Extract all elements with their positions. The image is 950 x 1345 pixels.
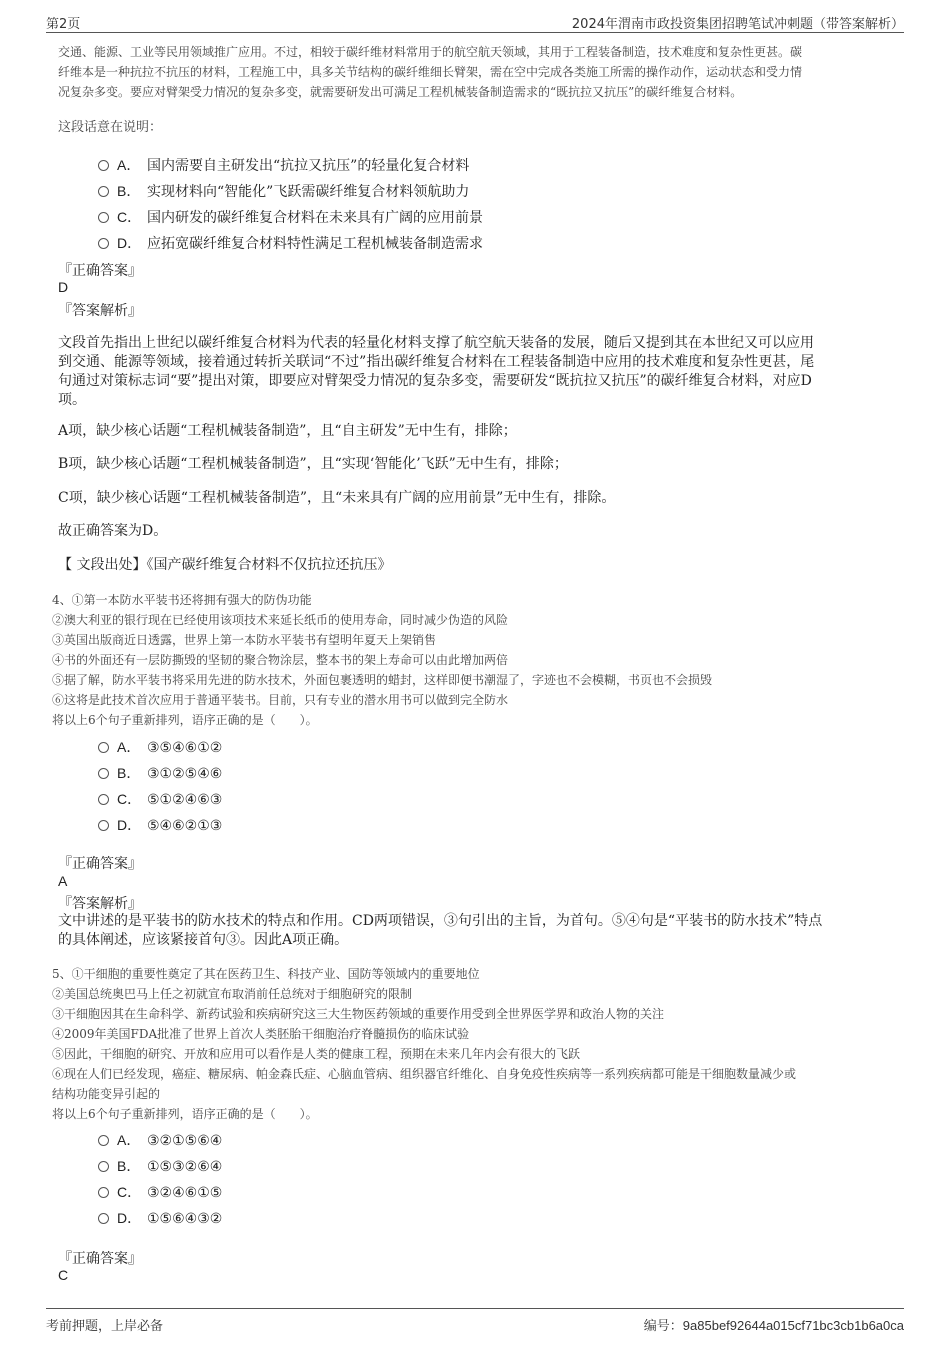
option-letter: B． bbox=[117, 1158, 141, 1174]
option-c[interactable] bbox=[98, 789, 222, 809]
option-letter: D． bbox=[117, 817, 142, 833]
radio-icon[interactable] bbox=[98, 1187, 109, 1198]
radio-icon[interactable] bbox=[98, 186, 109, 197]
radio-icon[interactable] bbox=[98, 1213, 109, 1224]
option-b[interactable] bbox=[98, 1156, 222, 1176]
code-value: 9a85bef92644a015cf71bc3cb1b6a0ca bbox=[682, 1318, 904, 1333]
option-letter: B． bbox=[117, 183, 141, 199]
question-line: ②美国总统奥巴马上任之初就宣布取消前任总统对于细胞研究的限制 bbox=[52, 987, 413, 1001]
question-line: ⑥现在人们已经发现，癌症、糖尿病、帕金森氏症、心脑血管病、组织器官纤维化、自身免疫性疾病等一系列疾病都可能是干细胞数量减少或 bbox=[52, 1067, 797, 1081]
passage-line: 况复杂多变。要应对臂架受力情况的复杂多变，就需要研发出可满足工程机械装备制造需求的“既抗拉又抗压”的碳纤维复合材料。 bbox=[58, 85, 743, 99]
option-letter: B． bbox=[117, 765, 141, 781]
option-a[interactable] bbox=[98, 1130, 222, 1150]
correct-answer: C bbox=[58, 1267, 69, 1283]
option-letter: D． bbox=[117, 235, 142, 251]
radio-icon[interactable] bbox=[98, 1135, 109, 1146]
analysis-text bbox=[58, 912, 890, 950]
option-text: ③⑤④⑥①② bbox=[147, 740, 223, 756]
option-a[interactable] bbox=[98, 737, 222, 757]
option-text: 国内研发的碳纤维复合材料在未来具有广阔的应用前景 bbox=[147, 210, 483, 226]
option-c[interactable] bbox=[98, 207, 483, 227]
document-title: 2024年渭南市政投资集团招聘笔试冲刺题（带答案解析） bbox=[571, 17, 904, 32]
option-letter: D． bbox=[117, 1210, 142, 1226]
option-letter: A． bbox=[117, 739, 141, 755]
correct-answer: A bbox=[58, 873, 68, 889]
option-text: ⑤①②④⑥③ bbox=[147, 792, 223, 808]
analysis-text bbox=[58, 334, 890, 410]
answer-label: 『正确答案』 bbox=[58, 1251, 142, 1267]
radio-icon[interactable] bbox=[98, 212, 109, 223]
analysis-line: 到交通、能源等领域，接着通过转折关联词“不过”指出碳纤维复合材料在工程装备制造中应用的技术难度和复杂性更甚，尾 bbox=[58, 354, 815, 370]
radio-icon[interactable] bbox=[98, 794, 109, 805]
analysis-label: 『答案解析』 bbox=[58, 303, 142, 319]
analysis-line: 项。 bbox=[58, 392, 86, 408]
question-line: 5、①干细胞的重要性奠定了其在医药卫生、科技产业、国防等领域内的重要地位 bbox=[52, 967, 480, 981]
analysis-line: 句通过对策标志词“要”提出对策，即要应对臂架受力情况的复杂多变，需要研发“既抗拉又抗压”的碳纤维复合材料，对应D bbox=[58, 373, 812, 389]
document-code bbox=[644, 1315, 904, 1334]
question-5 bbox=[52, 964, 892, 1124]
option-letter: C． bbox=[117, 791, 142, 807]
radio-icon[interactable] bbox=[98, 238, 109, 249]
passage-source: 【 文段出处】《国产碳纤维复合材料不仅抗拉还抗压》 bbox=[58, 557, 392, 573]
analysis-line: 文段首先指出上世纪以碳纤维复合材料为代表的轻量化材料支撑了航空航天装备的发展，随后又提到其在本世纪又可以应用 bbox=[58, 335, 814, 351]
radio-icon[interactable] bbox=[98, 820, 109, 831]
question-line: ⑤据了解，防水平装书将采用先进的防水技术，外面包裹透明的蜡封，这样即便书潮湿了，字迹也不会模糊，书页也不会损毁 bbox=[52, 673, 713, 687]
question-line: ④2009年美国FDA批准了世界上首次人类胚胎干细胞治疗脊髓损伤的临床试验 bbox=[52, 1027, 470, 1041]
option-letter: C． bbox=[117, 1184, 142, 1200]
option-text: ⑤④⑥②①③ bbox=[147, 818, 223, 834]
radio-icon[interactable] bbox=[98, 768, 109, 779]
code-label: 编号： bbox=[643, 1319, 683, 1334]
radio-icon[interactable] bbox=[98, 742, 109, 753]
option-letter: C． bbox=[117, 209, 142, 225]
option-a[interactable] bbox=[98, 155, 469, 175]
analysis-line: 的具体阐述，应该紧接首句③。因此A项正确。 bbox=[58, 932, 349, 948]
option-d[interactable] bbox=[98, 233, 483, 253]
conclusion: 故正确答案为D。 bbox=[58, 523, 168, 539]
question-line: ⑤因此，干细胞的研究、开放和应用可以看作是人类的健康工程，预期在未来几年内会有很大的飞跃 bbox=[52, 1047, 581, 1061]
option-text: ③②④⑥①⑤ bbox=[147, 1185, 223, 1201]
correct-answer: D bbox=[58, 279, 69, 295]
radio-icon[interactable] bbox=[98, 1161, 109, 1172]
option-letter: A． bbox=[117, 1132, 141, 1148]
question-line: ③英国出版商近日透露，世界上第一本防水平装书有望明年夏天上架销售 bbox=[52, 633, 437, 647]
option-text: 应拓宽碳纤维复合材料特性满足工程机械装备制造需求 bbox=[147, 236, 483, 252]
passage-text bbox=[58, 42, 898, 102]
question-line: ②澳大利亚的银行现在已经使用该项技术来延长纸币的使用寿命，同时减少伪造的风险 bbox=[52, 613, 509, 627]
option-letter: A． bbox=[117, 157, 141, 173]
option-text: ③①②⑤④⑥ bbox=[147, 766, 223, 782]
option-d[interactable] bbox=[98, 1208, 222, 1228]
passage-line: 交通、能源、工业等民用领域推广应用。不过，相较于碳纤维材料常用于的航空航天领域，其用于工程装备制造，技术难度和复杂性更甚。碳 bbox=[58, 45, 803, 59]
question-line: 结构功能变异引起的 bbox=[52, 1087, 161, 1101]
question-line: ④书的外面还有一层防撕毁的坚韧的聚合物涂层，整本书的架上寿命可以由此增加两倍 bbox=[52, 653, 509, 667]
explain-a: A项，缺少核心话题“工程机械装备制造”，且“自主研发”无中生有，排除； bbox=[58, 423, 517, 439]
question-line: 将以上6个句子重新排列，语序正确的是（ ）。 bbox=[52, 713, 318, 727]
explain-b: B项，缺少核心话题“工程机械装备制造”，且“实现‘智能化’飞跃”无中生有，排除； bbox=[58, 456, 568, 472]
analysis-label: 『答案解析』 bbox=[58, 896, 142, 912]
footer-slogan: 考前押题，上岸必备 bbox=[46, 1319, 164, 1334]
option-b[interactable] bbox=[98, 763, 222, 783]
option-d[interactable] bbox=[98, 815, 222, 835]
page-number: 第2页 bbox=[46, 17, 81, 32]
option-text: ①⑤③②⑥④ bbox=[147, 1159, 223, 1175]
option-c[interactable] bbox=[98, 1182, 222, 1202]
option-text: ①⑤⑥④③② bbox=[147, 1211, 223, 1227]
question-line: ⑥这将是此技术首次应用于普通平装书。目前，只有专业的潜水用书可以做到完全防水 bbox=[52, 693, 509, 707]
page-header bbox=[46, 10, 904, 33]
answer-label: 『正确答案』 bbox=[58, 856, 142, 872]
passage-line: 纤维本是一种抗拉不抗压的材料，工程施工中，具多关节结构的碳纤维细长臂架，需在空中完成各类施工所需的操作动作，运动状态和受力情 bbox=[58, 65, 803, 79]
option-text: 实现材料向“智能化”飞跃需碳纤维复合材料领航助力 bbox=[147, 184, 470, 200]
question-4 bbox=[52, 590, 892, 730]
question-line: ③干细胞因其在生命科学、新药试验和疾病研究这三大生物医药领域的重要作用受到全世界医学界和政治人物的关注 bbox=[52, 1007, 665, 1021]
option-b[interactable] bbox=[98, 181, 469, 201]
page-footer bbox=[46, 1308, 904, 1337]
analysis-line: 文中讲述的是平装书的防水技术的特点和作用。CD两项错误，③句引出的主旨，为首句。⑤④句是“平装书的防水技术”特点 bbox=[58, 913, 823, 929]
radio-icon[interactable] bbox=[98, 160, 109, 171]
question-line: 将以上6个句子重新排列，语序正确的是（ ）。 bbox=[52, 1107, 318, 1121]
question-stem: 这段话意在说明： bbox=[58, 120, 163, 135]
explain-c: C项，缺少核心话题“工程机械装备制造”，且“未来具有广阔的应用前景”无中生有，排除。 bbox=[58, 490, 616, 506]
option-text: ③②①⑤⑥④ bbox=[147, 1133, 223, 1149]
answer-label: 『正确答案』 bbox=[58, 263, 142, 279]
question-line: 4、①第一本防水平装书还将拥有强大的防伪功能 bbox=[52, 593, 312, 607]
option-text: 国内需要自主研发出“抗拉又抗压”的轻量化复合材料 bbox=[147, 158, 470, 174]
